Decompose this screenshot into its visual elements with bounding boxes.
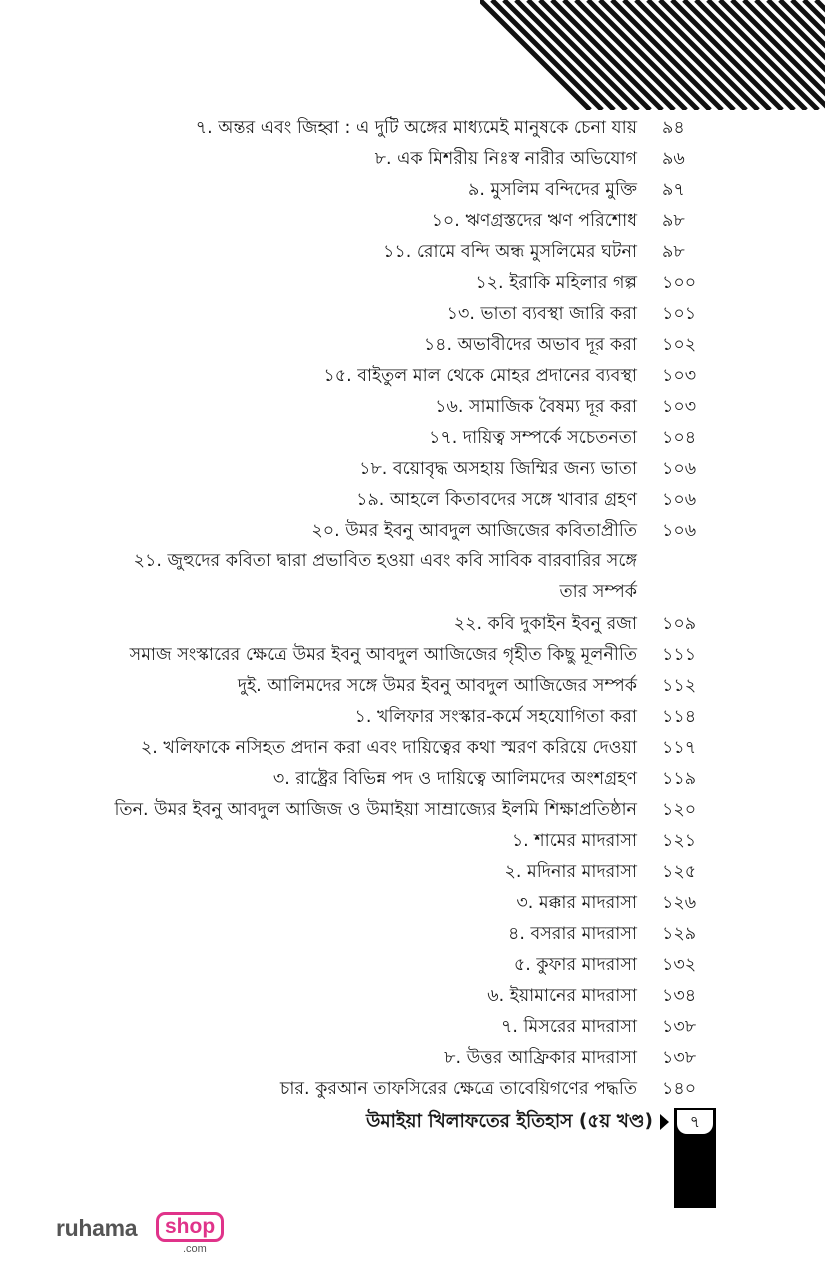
page-number: ৭ bbox=[677, 1110, 713, 1134]
toc-entry-page: ১০৬ bbox=[662, 490, 697, 510]
toc-entry bbox=[0, 826, 825, 857]
toc-entry bbox=[0, 640, 825, 671]
toc-entry-page: ৯৭ bbox=[662, 180, 685, 200]
toc-entry bbox=[0, 423, 825, 454]
toc-entry-title: ১৬. সামাজিক বৈষম্য দূর করা bbox=[435, 397, 637, 417]
logo-domain-text: .com bbox=[183, 1243, 207, 1255]
toc-entry-title: ১৮. বয়োবৃদ্ধ অসহায় জিম্মির জন্য ভাতা bbox=[359, 459, 637, 479]
toc-entry bbox=[0, 516, 825, 547]
toc-entry-title: ২. মদিনার মাদরাসা bbox=[504, 862, 637, 882]
toc-entry-page: ১১৭ bbox=[662, 738, 697, 758]
toc-entry-title: ১২. ইরাকি মহিলার গল্প bbox=[475, 273, 637, 293]
toc-entry bbox=[0, 857, 825, 888]
toc-entry-title: ১. খলিফার সংস্কার-কর্মে সহযোগিতা করা bbox=[354, 707, 637, 727]
toc-entry-page: ১০৬ bbox=[662, 459, 697, 479]
toc-entry bbox=[0, 330, 825, 361]
toc-entry-page: ১০৩ bbox=[662, 397, 697, 417]
toc-entry-page: ১৩৮ bbox=[662, 1017, 697, 1037]
toc-entry-title: ১৭. দায়িত্ব সম্পর্কে সচেতনতা bbox=[429, 428, 637, 448]
toc-entry-title: ৪. বসরার মাদরাসা bbox=[508, 924, 637, 944]
corner-stripes-decoration bbox=[480, 0, 825, 110]
table-of-contents bbox=[0, 113, 825, 1105]
toc-entry-title: ২. খলিফাকে নসিহত প্রদান করা এবং দায়িত্বের কথা স্মরণ করিয়ে দেওয়া bbox=[140, 738, 637, 758]
toc-entry bbox=[0, 299, 825, 330]
logo-shop-badge: shop bbox=[156, 1212, 224, 1242]
toc-entry-page: ৯৪ bbox=[662, 118, 685, 138]
toc-entry-page: ১২০ bbox=[662, 800, 697, 820]
toc-entry-title: ২০. উমর ইবনু আবদুল আজিজের কবিতাপ্রীতি bbox=[311, 521, 637, 541]
toc-entry bbox=[0, 113, 825, 144]
toc-entry-page: ১০১ bbox=[662, 304, 697, 324]
toc-entry-title: ৩. মক্কার মাদরাসা bbox=[516, 893, 637, 913]
toc-entry bbox=[0, 1043, 825, 1074]
toc-entry-page: ৯৬ bbox=[662, 149, 685, 169]
toc-entry bbox=[0, 485, 825, 516]
toc-entry bbox=[0, 392, 825, 423]
toc-entry-title: ২২. কবি দুকাইন ইবনু রজা bbox=[453, 614, 637, 634]
toc-entry-title: ১৩. ভাতা ব্যবস্থা জারি করা bbox=[446, 304, 637, 324]
toc-entry-page: ১০৩ bbox=[662, 366, 697, 386]
toc-entry bbox=[0, 547, 825, 609]
toc-entry-page: ১৩২ bbox=[662, 955, 697, 975]
logo-name-text: ruhama bbox=[56, 1215, 138, 1241]
toc-entry-page: ১০৬ bbox=[662, 521, 697, 541]
toc-entry bbox=[0, 795, 825, 826]
toc-entry-page: ১২১ bbox=[662, 831, 697, 851]
toc-entry-page: ১০২ bbox=[662, 335, 697, 355]
toc-entry-title: ১০. ঋণগ্রস্তদের ঋণ পরিশোধ bbox=[431, 211, 637, 231]
toc-entry-page: ১২৫ bbox=[662, 862, 697, 882]
toc-entry bbox=[0, 1012, 825, 1043]
toc-entry bbox=[0, 144, 825, 175]
toc-entry-page: ১১২ bbox=[662, 676, 697, 696]
toc-entry-title: ৯. মুসলিম বন্দিদের মুক্তি bbox=[467, 180, 637, 200]
toc-entry-page: ১৩৪ bbox=[662, 986, 697, 1006]
toc-entry bbox=[0, 981, 825, 1012]
toc-entry bbox=[0, 950, 825, 981]
toc-entry-title: তিন. উমর ইবনু আবদুল আজিজ ও উমাইয়া সাম্রাজ্যের ইলমি শিক্ষাপ্রতিষ্ঠান bbox=[114, 800, 637, 820]
toc-entry-title: ২১. জুহুদের কবিতা দ্বারা প্রভাবিত হওয়া এবং কবি সাবিক বারবারির সঙ্গে তার সম্পর্ক bbox=[133, 551, 637, 602]
toc-entry-title: ৮. এক মিশরীয় নিঃস্ব নারীর অভিযোগ bbox=[374, 149, 637, 169]
toc-entry bbox=[0, 175, 825, 206]
toc-entry-page: ১১১ bbox=[662, 645, 697, 665]
toc-entry-title: ৫. কুফার মাদরাসা bbox=[513, 955, 637, 975]
toc-entry-page: ১২৬ bbox=[662, 893, 697, 913]
toc-entry bbox=[0, 888, 825, 919]
toc-entry bbox=[0, 609, 825, 640]
toc-entry-title: ৩. রাষ্ট্রের বিভিন্ন পদ ও দায়িত্বে আলিমদের অংশগ্রহণ bbox=[272, 769, 637, 789]
toc-entry-title: দুই. আলিমদের সঙ্গে উমর ইবনু আবদুল আজিজের সম্পর্ক bbox=[237, 676, 637, 696]
toc-entry bbox=[0, 702, 825, 733]
toc-entry bbox=[0, 764, 825, 795]
toc-entry-page: ১৪০ bbox=[662, 1079, 697, 1099]
toc-entry-page: ৯৮ bbox=[662, 242, 685, 262]
toc-entry-title: ৭. মিসরের মাদরাসা bbox=[501, 1017, 637, 1037]
toc-entry-title: সমাজ সংস্কারের ক্ষেত্রে উমর ইবনু আবদুল আজিজের গৃহীত কিছু মূলনীতি bbox=[129, 645, 637, 665]
toc-entry bbox=[0, 919, 825, 950]
toc-entry-title: ১১. রোমে বন্দি অন্ধ মুসলিমের ঘটনা bbox=[382, 242, 637, 262]
toc-entry bbox=[0, 454, 825, 485]
toc-entry-title: ১. শামের মাদরাসা bbox=[511, 831, 637, 851]
toc-entry-page: ৯৮ bbox=[662, 211, 685, 231]
toc-entry-page: ১০৪ bbox=[662, 428, 697, 448]
ruhamashop-logo bbox=[56, 1210, 226, 1260]
toc-entry-title: ১৯. আহলে কিতাবদের সঙ্গে খাবার গ্রহণ bbox=[356, 490, 637, 510]
toc-entry-page: ১০৯ bbox=[662, 614, 697, 634]
toc-entry-page: ১২৯ bbox=[662, 924, 697, 944]
toc-entry-page: ১১৪ bbox=[662, 707, 697, 727]
toc-entry-title: ১৫. বাইতুল মাল থেকে মোহর প্রদানের ব্যবস্থা bbox=[323, 366, 637, 386]
toc-entry-title: ৮. উত্তর আফ্রিকার মাদরাসা bbox=[444, 1048, 637, 1068]
toc-entry bbox=[0, 237, 825, 268]
toc-entry-title: ১৪. অভাবীদের অভাব দূর করা bbox=[423, 335, 637, 355]
toc-entry-page: ১০০ bbox=[662, 273, 697, 293]
toc-entry-page: ১১৯ bbox=[662, 769, 697, 789]
toc-entry bbox=[0, 268, 825, 299]
triangle-arrow-icon bbox=[660, 1114, 669, 1130]
toc-entry bbox=[0, 1074, 825, 1105]
toc-entry bbox=[0, 733, 825, 764]
toc-entry bbox=[0, 671, 825, 702]
running-footer-book-title: উমাইয়া খিলাফতের ইতিহাস (৫য় খণ্ড) bbox=[365, 1111, 653, 1132]
toc-entry-title: চার. কুরআন তাফসিরের ক্ষেত্রে তাবেয়িগণের পদ্ধতি bbox=[279, 1079, 637, 1099]
toc-entry-page: ১৩৮ bbox=[662, 1048, 697, 1068]
toc-entry-title: ৭. অন্তর এবং জিহ্বা : এ দুটি অঙ্গের মাধ্যমেই মানুষকে চেনা যায় bbox=[195, 118, 637, 138]
toc-entry bbox=[0, 206, 825, 237]
toc-entry bbox=[0, 361, 825, 392]
toc-entry-title: ৬. ইয়ামানের মাদরাসা bbox=[487, 986, 637, 1006]
